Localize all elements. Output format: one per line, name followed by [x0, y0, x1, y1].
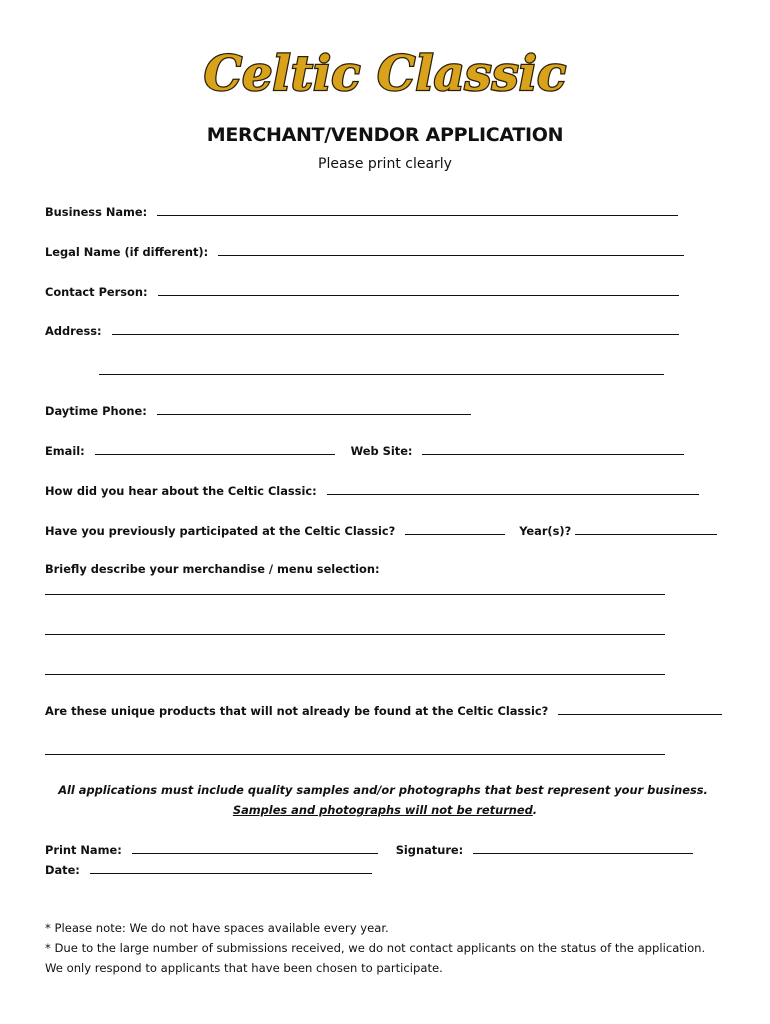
describe-line-2 [45, 623, 665, 638]
logo-text: Celtic Classic [203, 46, 567, 102]
email-label: Email: [45, 444, 85, 458]
previously-participated-blank[interactable] [405, 523, 505, 535]
date-label: Date: [45, 863, 80, 877]
describe-line-1 [45, 583, 665, 598]
signature-label: Signature: [395, 843, 464, 857]
unique-products-line-2 [45, 743, 665, 758]
print-name-row [45, 842, 693, 857]
previously-participated-label: Have you previously participated at the Celtic Classic? [45, 524, 396, 538]
unique-products-label: Are these unique products that will not already be found at the Celtic Classic? [45, 704, 549, 718]
unique-products-blank[interactable] [558, 703, 722, 715]
print-name-blank[interactable] [132, 842, 378, 854]
web-site-label: Web Site: [350, 444, 413, 458]
years-label: Year(s)? [519, 524, 572, 538]
hear-about-row [45, 483, 699, 498]
business-name-blank[interactable] [157, 204, 678, 216]
business-name-label: Business Name: [45, 205, 148, 219]
hear-about-label: How did you hear about the Celtic Classic: [45, 484, 317, 498]
page-subtitle: Please print clearly [318, 156, 452, 172]
daytime-phone-row [45, 403, 471, 418]
describe-blank-1[interactable] [45, 583, 665, 595]
legal-name-label: Legal Name (if different): [45, 245, 209, 259]
describe-line-3 [45, 663, 665, 678]
describe-blank-3[interactable] [45, 663, 665, 675]
address-label: Address: [45, 324, 102, 338]
email-blank[interactable] [95, 443, 335, 455]
signature-blank[interactable] [473, 842, 693, 854]
page-title: MERCHANT/VENDOR APPLICATION [206, 124, 564, 146]
business-name-row [45, 204, 678, 219]
hear-about-blank[interactable] [327, 483, 699, 495]
notice-end: . [532, 803, 538, 817]
previously-participated-row [45, 523, 717, 538]
contact-person-blank[interactable] [158, 284, 679, 296]
legal-name-blank[interactable] [218, 244, 684, 256]
notes [45, 918, 725, 978]
print-name-label: Print Name: [45, 843, 122, 857]
address-row [45, 323, 679, 338]
contact-person-row [45, 284, 679, 299]
daytime-phone-label: Daytime Phone: [45, 404, 147, 418]
email-row [45, 443, 684, 458]
unique-products-row [45, 703, 722, 718]
address-blank-1[interactable] [112, 323, 679, 335]
note-2: * Due to the large number of submissions received, we do not contact applicants on the status of the application. We only respond to applicants that have been chosen to participate. [45, 941, 706, 975]
note-1: * Please note: We do not have spaces available every year. [45, 921, 389, 935]
describe-blank-2[interactable] [45, 623, 665, 635]
describe-label: Briefly describe your merchandise / menu selection: [45, 562, 380, 576]
notice-underlined: Samples and photographs will not be returned [232, 803, 533, 817]
daytime-phone-blank[interactable] [157, 403, 471, 415]
samples-notice [45, 780, 725, 820]
contact-person-label: Contact Person: [45, 285, 148, 299]
web-site-blank[interactable] [422, 443, 684, 455]
date-blank[interactable] [90, 862, 372, 874]
address-row-2 [99, 363, 664, 378]
legal-name-row [45, 244, 684, 259]
describe-row [45, 562, 380, 576]
years-blank[interactable] [575, 523, 717, 535]
address-blank-2[interactable] [99, 363, 664, 375]
date-row [45, 862, 372, 877]
notice-text: All applications must include quality samples and/or photographs that best represent your business. [58, 783, 708, 797]
celtic-classic-logo [203, 42, 567, 102]
unique-products-blank-2[interactable] [45, 743, 665, 755]
